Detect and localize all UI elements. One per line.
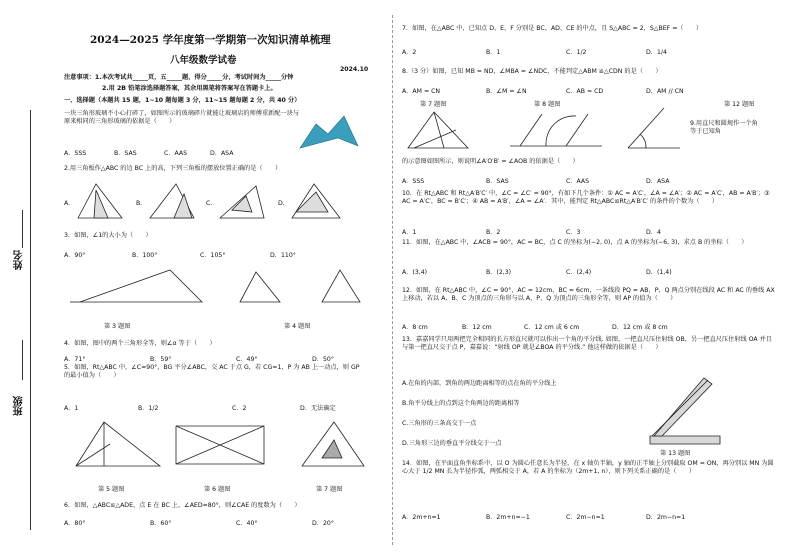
binding-line [30, 110, 31, 530]
notes-line-2: 2.用 2B 铅笔涂选择题答案，其余用黑笔将答案写在答题卡上。 [102, 85, 277, 92]
exam-title: 2024—2025 学年度第一学期第一次知识清单梳理 [90, 34, 331, 46]
q14-option-b[interactable]: B．2m+n=−1 [486, 514, 530, 521]
q1-option-c[interactable]: C．AAS [164, 150, 188, 157]
q13-text: 13．嘉嘉同学只用两把完全相同的长方形直尺就可以作出一个角的平分线. 如图，一把直尺压住射线 OB，另一把直尺压住射线 OA 并且与第一把直尺交于点 P，嘉嘉说：“射线 OP 就是∠BOA 的平分线.” 他这样做的依据是（ ） [402, 336, 772, 351]
q1-option-d[interactable]: D．ASA [210, 150, 234, 157]
q5-option-d[interactable]: D．无法确定 [300, 405, 336, 412]
q7-option-c[interactable]: C．1/2 [566, 49, 587, 56]
q2-option-c[interactable]: C． [206, 200, 217, 207]
q12-option-c[interactable]: C．12 cm 或 6 cm [524, 324, 580, 331]
q1-text: 一块三角形玻璃不小心打碎了，如图所示的玻璃碎片就能让玻璃店的师傅重新配一块与原来相同的三角形玻璃的依据是（ ） [64, 110, 300, 125]
q4-option-a[interactable]: A．71° [64, 356, 86, 363]
q7-option-b[interactable]: B．1 [486, 49, 501, 56]
q8-option-d[interactable]: D．AM // CN [646, 88, 684, 95]
q11-option-d[interactable]: D．(1,4) [646, 269, 672, 276]
q10-option-c[interactable]: C．3 [566, 229, 581, 236]
q2-figure-b [146, 182, 198, 222]
q2-option-b[interactable]: B． [136, 200, 147, 207]
q11-text: 11．如图，在△ABC 中，∠ACB = 90°，AC = BC，点 C 的坐标为(−2, 0)，点 A 的坐标为(−6, 3)，求点 B 的坐标（ ） [402, 239, 748, 246]
q6-figure-label: 第 6 题图 [204, 486, 231, 493]
q5-figure-label: 第 5 题图 [98, 486, 125, 493]
q13-option-b[interactable]: B.角平分线上的点到这个角两边的距离相等 [402, 400, 520, 407]
q13-option-a[interactable]: A.在角的内部，到角的两边距离相等的点在角的平分线上 [402, 380, 557, 387]
q12-text: 12．如图，在 Rt△ABC 中，∠C = 90°，AC = 12cm，BC = 6cm，一条线段 PQ = AB，P，Q 两点分别在线段 AC 和 AC 的垂线 AX 上移动，若以 A、B、C 为顶点的三角形与以 A、P、Q 为顶点的三角形全等，则 AP 的值为（ ） [402, 287, 775, 302]
q4-figure-label: 第 4 题图 [284, 323, 311, 330]
q10-option-b[interactable]: B．2 [486, 229, 501, 236]
q11-option-a[interactable]: A．(3,4) [402, 269, 428, 276]
q3-figure [70, 262, 210, 312]
q8-figure [506, 108, 606, 152]
class-line [22, 340, 23, 380]
q2-figure-c [216, 182, 268, 222]
q14-option-a[interactable]: A．2m+n=1 [402, 514, 441, 521]
q6-figure [172, 420, 272, 470]
q5-option-c[interactable]: C．2 [232, 405, 247, 412]
q7-figure [298, 418, 368, 472]
q9-option-a[interactable]: A．SSS [402, 178, 425, 185]
q5-option-a[interactable]: A．1 [64, 405, 79, 412]
q8-option-a[interactable]: A．AM = CN [402, 88, 441, 95]
q1-option-a[interactable]: A．SSS [64, 150, 87, 157]
q7-figure-right [404, 108, 474, 152]
name-line [22, 210, 23, 248]
q7-text: 7．如图，在△ABC 中，已知点 D、E、F 分别是 BC、AD、CE 的中点，且 S△ABC = 2，S△BEF =（ ） [402, 25, 703, 32]
exam-date: 2024.10 [340, 66, 369, 73]
q9-figure [624, 104, 684, 154]
column-divider [392, 15, 393, 545]
q1-glass-fragment [298, 114, 364, 152]
q7-figure-label: 第 7 题图 [316, 486, 343, 493]
q14-option-d[interactable]: D．2m−n=1 [646, 514, 686, 521]
q6-option-a[interactable]: A．80° [64, 520, 86, 527]
q3-figure-label: 第 3 题图 [104, 323, 131, 330]
q9-text: 的示意图如图所示，则说明∠A′O′B′ = ∠AOB 的依据是（ ） [402, 158, 579, 165]
exam-subtitle: 八年级数学试卷 [170, 55, 237, 66]
name-label: 姓名 [14, 250, 25, 270]
q4-option-d[interactable]: D．50° [312, 356, 334, 363]
q13-ruler-figure [648, 374, 724, 448]
q2-text: 2.用三角板作△ABC 的边 BC 上的高，下列三角板的摆放位置正确的是（ ） [64, 165, 282, 172]
section-one-heading: 一、选择题（本题共 15 题，1~10 题每题 3 分，11~15 题每题 2 分，共 40 分） [64, 97, 301, 104]
q6-option-d[interactable]: D．20° [312, 520, 334, 527]
q10-text: 10．在 Rt△ABC 和 Rt△A′B′C′ 中，∠C = ∠C′ = 90°，有如下几个条件：① AC = A′C′，∠A = ∠A′；② AC = A′C′，AB = A′B′；③ AC = A′C′，BC = B′C′；④ AB = A′B′，∠A = ∠A′．其中，能判定 Rt△ABC≌Rt△A′B′C′ 的条件的个数为（ ） [402, 190, 770, 205]
q3-option-d[interactable]: D．110° [270, 252, 296, 259]
notes-line-1: 注意事项：1.本次考试共_____页，五_____题，得分_____分，考试时间为_____分钟 [64, 74, 294, 81]
q7-option-a[interactable]: A．2 [402, 49, 417, 56]
q7-option-d[interactable]: D．1/4 [646, 49, 667, 56]
q1-option-b[interactable]: B．SAS [114, 150, 137, 157]
q3-option-b[interactable]: B．100° [132, 252, 158, 259]
q2-figure-a [74, 182, 126, 222]
q3-option-c[interactable]: C．105° [200, 252, 226, 259]
q13-figure-label: 第 13 题图 [660, 450, 691, 457]
q6-option-c[interactable]: C．40° [236, 520, 258, 527]
q2-option-d[interactable]: D． [278, 200, 289, 207]
q4-text: 4．如图，图中的两个三角形全等，则∠α 等于（ ） [64, 340, 216, 347]
q9-figure-label: 第 12 题图 [724, 101, 755, 108]
q9-text-right: 9.用直尺和圆规作一个角等于已知角 [690, 120, 758, 135]
q14-text: 14．如图，在平面直角坐标系中，以 O 为圆心任意长为半径，在 x 轴负半轴，y 轴的正半轴上分别截取 OM = ON，再分别以 MN 为圆心大于 1/2 MN 长为半径作弧，两弧相交于 A，若 A 的坐标为（2m+1, n），则下列关系正确的是（ ） [402, 460, 774, 475]
q4-figure-right [318, 266, 364, 308]
q8-option-c[interactable]: C．AB = CD [566, 88, 604, 95]
q5-figure [70, 416, 166, 472]
q13-option-d[interactable]: D.三角形三边的垂直平分线交于一点 [402, 440, 502, 447]
q5-text: 5．如图，Rt△ABC 中，∠C=90°，BG 平分∠ABC，交 AC 于点 G，若 CG=1，P 为 AB 上一动点，则 GP 的最小值为（ ） [64, 364, 360, 379]
q11-option-b[interactable]: B．(2,3) [486, 269, 512, 276]
q5-option-b[interactable]: B．1/2 [138, 405, 159, 412]
q12-option-a[interactable]: A．8 cm [402, 324, 428, 331]
q10-option-d[interactable]: D．4 [646, 229, 661, 236]
q4-option-c[interactable]: C．49° [236, 356, 258, 363]
q4-option-b[interactable]: B．59° [150, 356, 172, 363]
q3-text: 3．如图，∠1的大小为（ ） [64, 232, 152, 239]
q13-option-c[interactable]: C.三角形的三条高交于一点 [402, 420, 477, 427]
q12-option-d[interactable]: D．12 cm 或 8 cm [612, 324, 668, 331]
q2-option-a[interactable]: A． [64, 200, 75, 207]
q8-option-b[interactable]: B．∠M = ∠N [486, 88, 527, 95]
q9-option-c[interactable]: C．AAS [566, 178, 590, 185]
q3-option-a[interactable]: A．90° [64, 252, 86, 259]
q8-text: 8.（3 分）如图，已知 MB = ND，∠MBA = ∠NDC，不能判定△ABM ≌△CDN 的是（ ） [402, 68, 662, 75]
q10-option-a[interactable]: A．1 [402, 229, 417, 236]
q2-figure-d [288, 182, 344, 222]
q6-option-b[interactable]: B．60° [150, 520, 172, 527]
q14-option-c[interactable]: C．2m−n=1 [566, 514, 605, 521]
q6-text: 6．如图，△ABC≌△ADE，点 E 在 BC 上，∠AED=80°，则∠CAE 的度数为（ ） [64, 502, 301, 509]
q9-option-d[interactable]: D．ASA [646, 178, 670, 185]
q7-figure-label-right: 第 7 题图 [420, 101, 447, 108]
q4-figure-left [236, 268, 286, 308]
class-label: 班级 [14, 396, 25, 416]
q12-option-b[interactable]: B．12 cm [462, 324, 492, 331]
q9-option-b[interactable]: B．SAS [486, 178, 509, 185]
q8-figure-label: 第 8 题图 [534, 101, 561, 108]
q11-option-c[interactable]: C．(2,4) [566, 269, 592, 276]
